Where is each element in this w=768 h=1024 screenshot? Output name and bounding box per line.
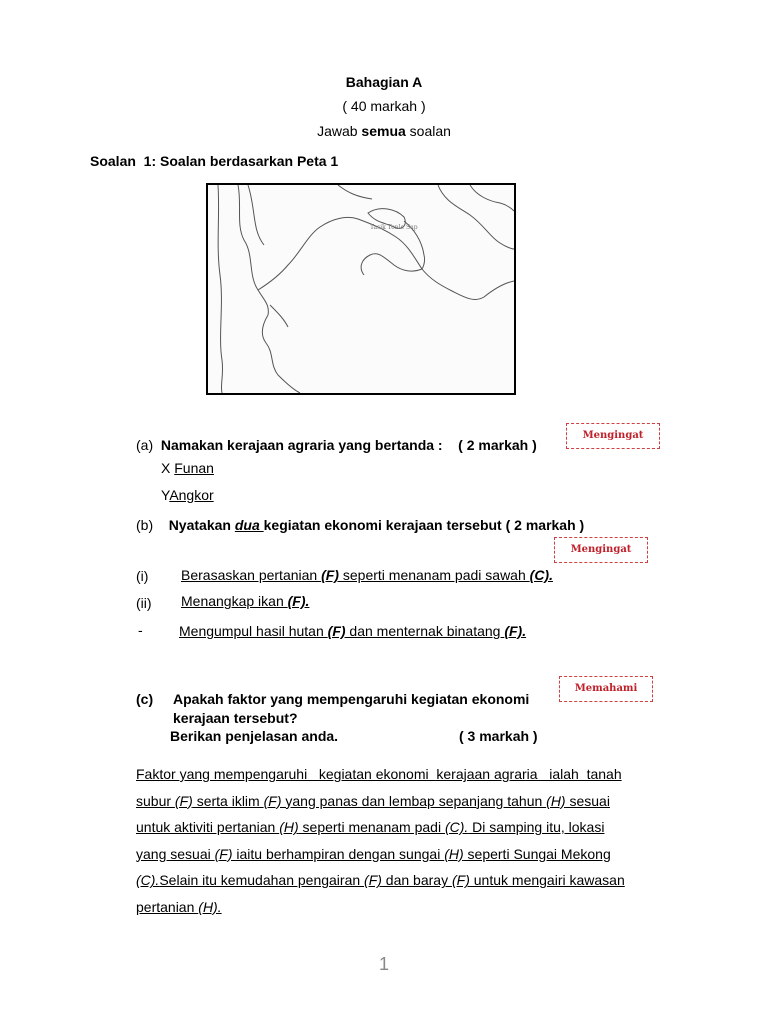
part-a-answer-x bbox=[161, 460, 214, 476]
answer-2-tag1: (F). bbox=[287, 593, 310, 609]
part-b-marker-1: (i) bbox=[136, 568, 149, 584]
part-c-answer bbox=[136, 761, 656, 921]
answer-line-1: Faktor yang mempengaruhi kegiatan ekonomi kerajaan agraria ialah tanah bbox=[136, 766, 622, 782]
section-instruction bbox=[0, 123, 768, 139]
part-c-question-3: Berikan penjelasan anda. bbox=[170, 728, 339, 744]
map-lake-label: Tasik Tonle Sap bbox=[370, 224, 418, 231]
section-marks: ( 40 markah ) bbox=[342, 98, 426, 114]
answer-1-text2: seperti menanam padi sawah bbox=[338, 567, 530, 583]
part-b-marker-2: (ii) bbox=[136, 595, 152, 611]
part-a-label: (a) bbox=[136, 437, 154, 453]
answer-line-5: (C).Selain itu kemudahan pengairan (F) dan baray (F) untuk mengairi kawasan bbox=[136, 872, 625, 889]
answer-1-tag2: (C). bbox=[529, 567, 553, 583]
answer-3-tag1: (F) bbox=[327, 623, 346, 639]
answer-1-text: Berasaskan pertanian bbox=[181, 567, 322, 583]
y-answer: Angkor bbox=[169, 487, 214, 503]
answer-line-6: pertanian (H). bbox=[136, 898, 222, 915]
part-a-marks: ( 2 markah ) bbox=[458, 437, 537, 453]
page-number: 1 bbox=[378, 954, 389, 974]
part-b-answer-1 bbox=[181, 567, 553, 583]
part-b-label: (b) bbox=[136, 517, 154, 533]
y-letter: Y bbox=[161, 487, 170, 503]
part-b-suffix: kegiatan ekonomi kerajaan tersebut ( 2 markah ) bbox=[263, 517, 585, 533]
part-b-question bbox=[136, 517, 584, 533]
answer-line-3: untuk aktiviti pertanian (H) seperti menanam padi (C). Di samping itu, lokasi bbox=[136, 819, 605, 836]
part-b-marker-3: - bbox=[138, 622, 143, 638]
answer-line-2: subur (F) serta iklim (F) yang panas dan lembap sepanjang tahun (H) sesuai bbox=[136, 792, 610, 809]
answer-3-text2: dan menternak binatang bbox=[345, 623, 505, 639]
part-b-emph: dua bbox=[234, 517, 264, 533]
part-a-question bbox=[136, 437, 537, 453]
part-b-prefix: Nyatakan bbox=[168, 517, 235, 533]
stamp-memahami-c: Memahami bbox=[559, 676, 653, 702]
map-outline bbox=[208, 185, 514, 393]
x-answer: Funan bbox=[174, 460, 214, 476]
part-c-label: (c) bbox=[136, 691, 154, 707]
part-b-answer-3 bbox=[179, 623, 526, 639]
instruction-prefix: Jawab bbox=[317, 123, 362, 139]
answer-1-tag1: (F) bbox=[321, 567, 339, 583]
instruction-suffix: soalan bbox=[405, 123, 451, 139]
part-c-question-2: kerajaan tersebut? bbox=[173, 710, 298, 726]
part-b-answer-2 bbox=[181, 593, 309, 609]
answer-3-tag2: (F). bbox=[504, 623, 527, 639]
stamp-mengingat-a: Mengingat bbox=[566, 423, 660, 449]
part-c-question-1: Apakah faktor yang mempengaruhi kegiatan ekonomi bbox=[173, 691, 530, 707]
stamp-mengingat-b: Mengingat bbox=[554, 537, 648, 563]
x-letter: X bbox=[161, 460, 171, 476]
part-a-answer-y bbox=[161, 487, 214, 503]
answer-line-4: yang sesuai (F) iaitu berhampiran dengan sungai (H) seperti Sungai Mekong bbox=[136, 845, 611, 862]
part-c-marks: ( 3 markah ) bbox=[459, 728, 538, 744]
instruction-bold: semua bbox=[361, 123, 406, 139]
part-a-text: Namakan kerajaan agraria yang bertanda : bbox=[160, 437, 443, 453]
map-peta-1 bbox=[206, 183, 516, 395]
question-title: Soalan 1: Soalan berdasarkan Peta 1 bbox=[90, 153, 339, 169]
section-title: Bahagian A bbox=[345, 74, 423, 90]
answer-2-text: Menangkap ikan bbox=[181, 593, 288, 609]
answer-3-text: Mengumpul hasil hutan bbox=[179, 623, 328, 639]
